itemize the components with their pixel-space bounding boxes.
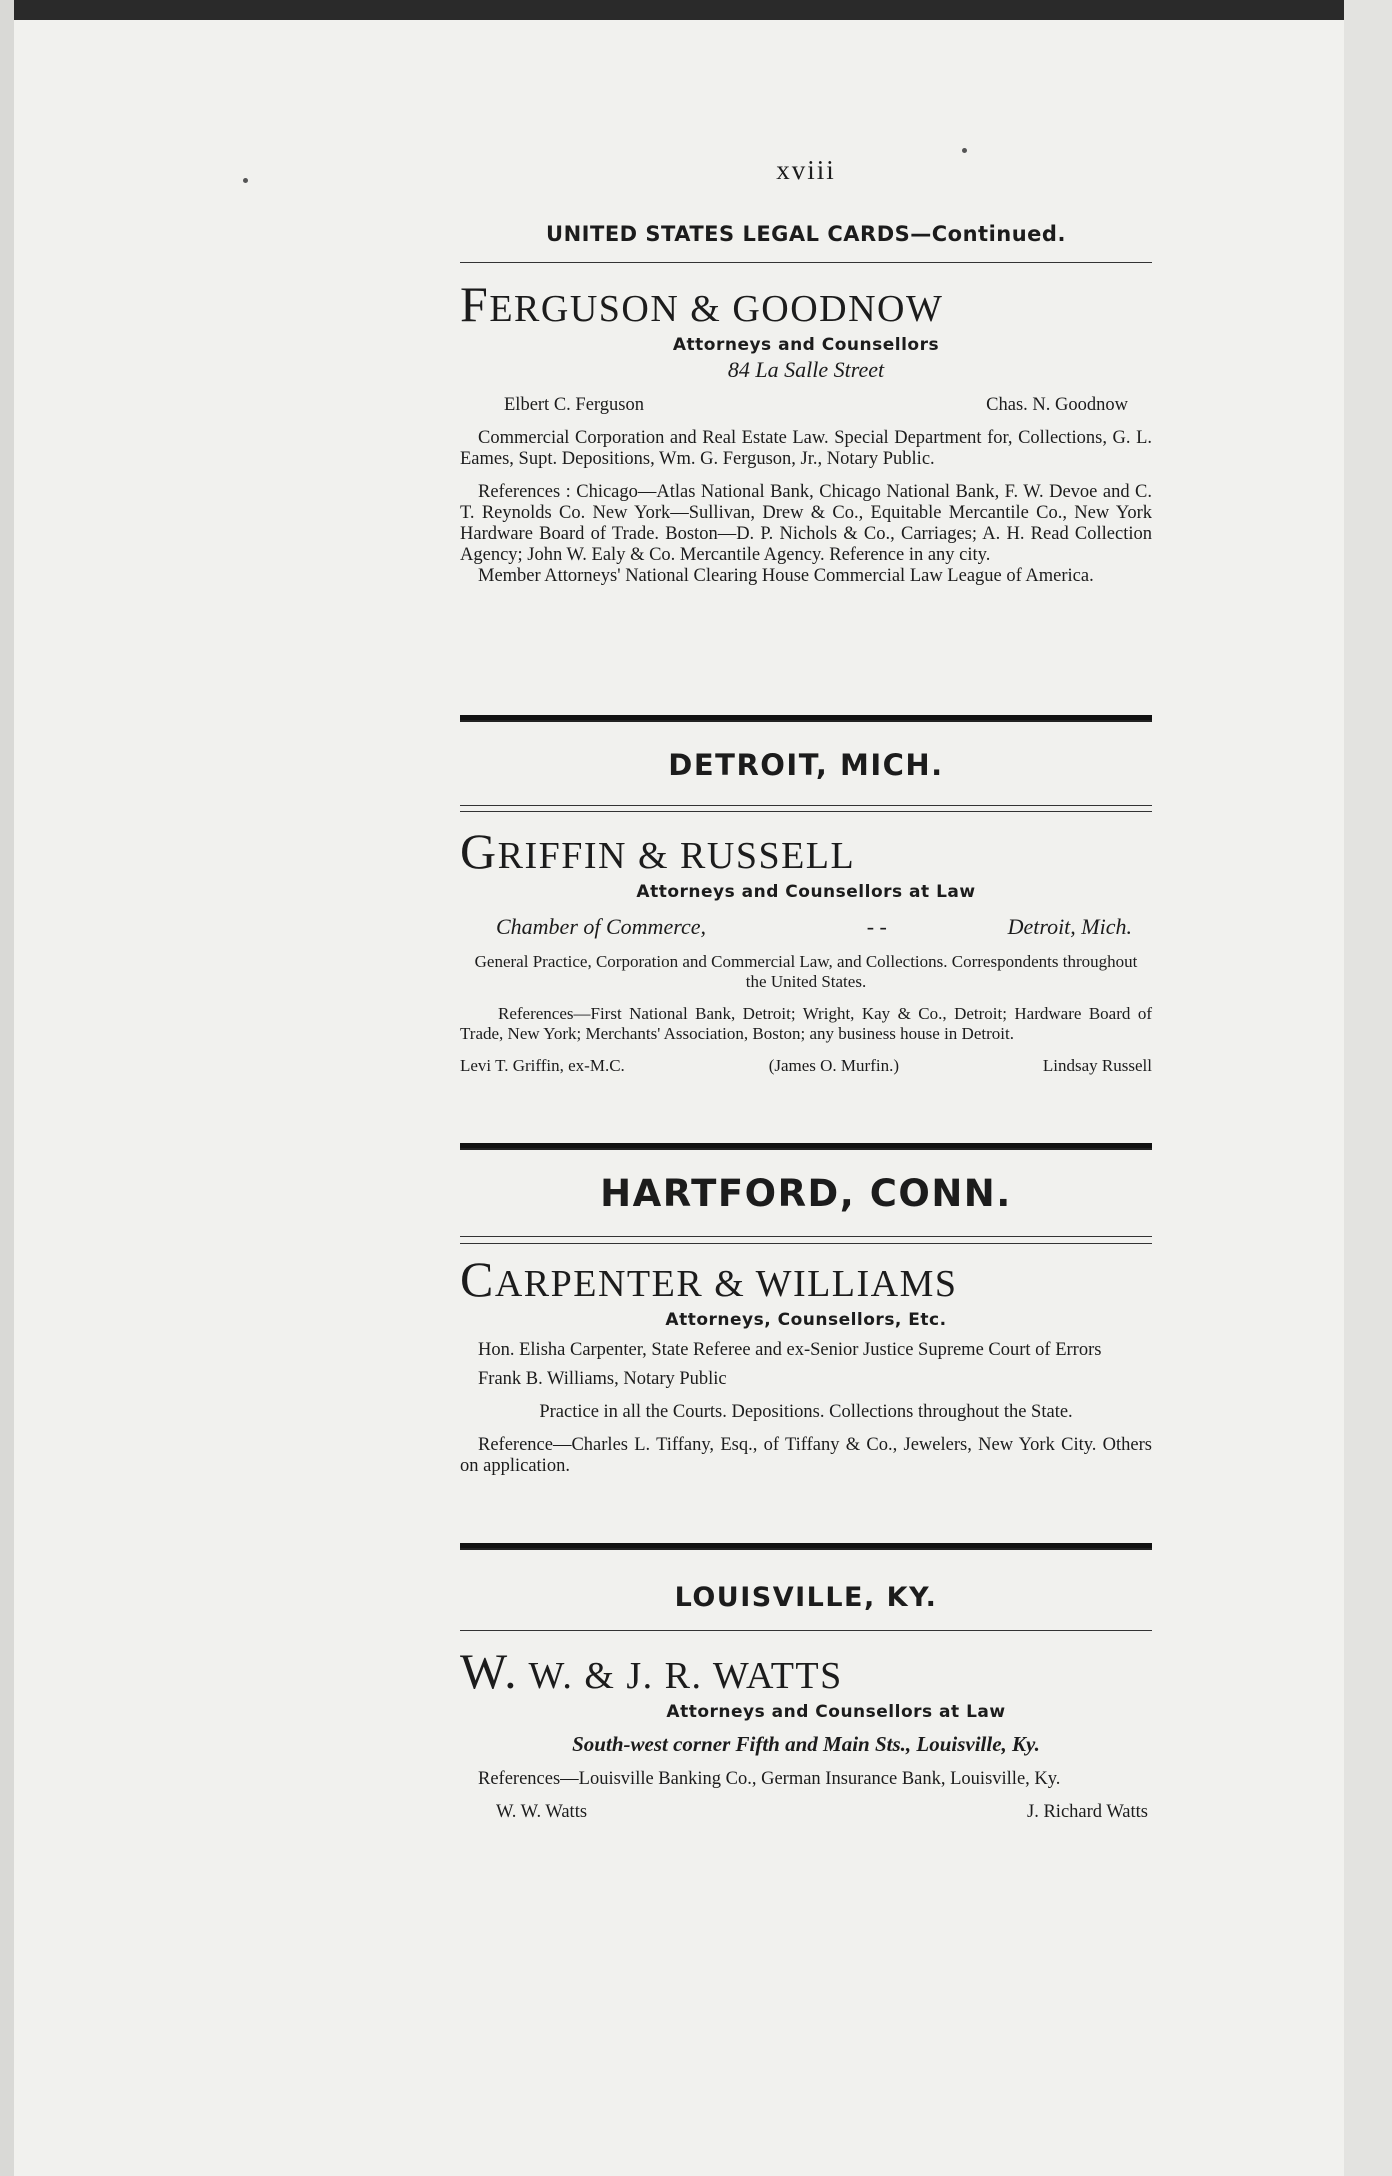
- double-rule: [460, 1140, 1152, 1150]
- scan-right-edge: [1344, 0, 1392, 2176]
- firm-name: FERGUSON & GOODNOW: [460, 276, 944, 332]
- city-heading: HARTFORD, CONN.: [600, 1172, 1012, 1215]
- address-building: Chamber of Commerce,: [496, 914, 706, 939]
- city-heading: DETROIT, MICH.: [668, 748, 944, 782]
- practice-text: General Practice, Corporation and Commercial Law, and Collections. Correspondents throughout the United States.: [474, 952, 1138, 991]
- page-column: [460, 0, 1152, 2176]
- partner-entry: Frank B. Williams, Notary Public: [478, 1369, 727, 1389]
- card-carpenter-williams: [460, 1250, 1152, 1477]
- rule: [460, 1236, 1152, 1237]
- firm-name: GRIFFIN & RUSSELL: [460, 823, 856, 879]
- references-text: References—First National Bank, Detroit; Wright, Kay & Co., Detroit; Hardware Board of Trade, New York; Merchants' Association, Boston; any business house in Detroit.: [460, 1004, 1152, 1043]
- partners-row: [460, 1802, 1152, 1823]
- firm-name: W. W. & J. R. WATTS: [460, 1643, 843, 1699]
- partner-name: W. W. Watts: [496, 1802, 588, 1822]
- partner-entry: Hon. Elisha Carpenter, State Referee and ex-Senior Justice Supreme Court of Errors: [478, 1340, 1102, 1360]
- partner-name: (James O. Murfin.): [768, 1056, 899, 1075]
- card-ferguson-goodnow: [460, 275, 1152, 587]
- membership-text: Member Attorneys' National Clearing House Commercial Law League of America.: [478, 566, 1094, 586]
- partner-name: J. Richard Watts: [1027, 1802, 1148, 1822]
- firm-subtitle: Attorneys and Counsellors: [672, 335, 940, 355]
- references-text: References : Chicago—Atlas National Bank, Chicago National Bank, F. W. Devoe and C. T. Reynolds Co. New York—Sullivan, Drew & Co., Equitable Mercantile Co., New York Hardware Board of Trade. Boston—D. P. Nichols & Co., Carriages; A. H. Read Collection Agency; John W. Ealy & Co. Mercantile Agency. Reference in any city.: [460, 482, 1152, 565]
- firm-address: 84 La Salle Street: [727, 357, 885, 382]
- running-head: UNITED STATES LEGAL CARDS—Continued.: [546, 222, 1066, 246]
- practice-text: Practice in all the Courts. Depositions. Collections throughout the State.: [539, 1402, 1073, 1422]
- firm-name: CARPENTER & WILLIAMS: [460, 1251, 958, 1307]
- address-row: [460, 914, 1152, 940]
- partners-row: [460, 1056, 1152, 1076]
- city-heading: LOUISVILLE, KY.: [674, 1582, 938, 1613]
- double-rule: [460, 1540, 1152, 1550]
- firm-address: South-west corner Fifth and Main Sts., Louisville, Ky.: [572, 1732, 1040, 1756]
- firm-subtitle: Attorneys and Counsellors at Law: [636, 882, 976, 902]
- rule: [460, 1243, 1152, 1244]
- rule: [460, 811, 1152, 812]
- rule: [460, 1630, 1152, 1631]
- double-rule: [460, 712, 1152, 722]
- practice-text: Commercial Corporation and Real Estate Law. Special Department for, Collections, G. L. Eames, Supt. Depositions, Wm. G. Ferguson, Jr., Notary Public.: [460, 428, 1152, 469]
- paper-speck: [243, 178, 248, 183]
- partners-row: [460, 395, 1152, 416]
- page-folio: xviii: [776, 155, 836, 185]
- firm-subtitle: Attorneys and Counsellors at Law: [666, 1702, 1006, 1722]
- references-text: Reference—Charles L. Tiffany, Esq., of Tiffany & Co., Jewelers, New York City. Others on application.: [460, 1435, 1152, 1476]
- scan-left-edge: [0, 0, 14, 2176]
- firm-subtitle: Attorneys, Counsellors, Etc.: [665, 1310, 947, 1330]
- partner-name: Lindsay Russell: [1042, 1056, 1152, 1075]
- partner-name: Elbert C. Ferguson: [504, 395, 644, 415]
- partner-name: Levi T. Griffin, ex-M.C.: [460, 1056, 625, 1075]
- card-griffin-russell: [460, 822, 1152, 1076]
- references-text: References—Louisville Banking Co., German Insurance Bank, Louisville, Ky.: [478, 1769, 1061, 1789]
- partner-name: Chas. N. Goodnow: [986, 395, 1128, 415]
- card-watts: [460, 1642, 1152, 1823]
- rule: [460, 805, 1152, 806]
- address-dashes: - -: [866, 914, 887, 939]
- address-city: Detroit, Mich.: [1007, 914, 1132, 939]
- rule: [460, 262, 1152, 263]
